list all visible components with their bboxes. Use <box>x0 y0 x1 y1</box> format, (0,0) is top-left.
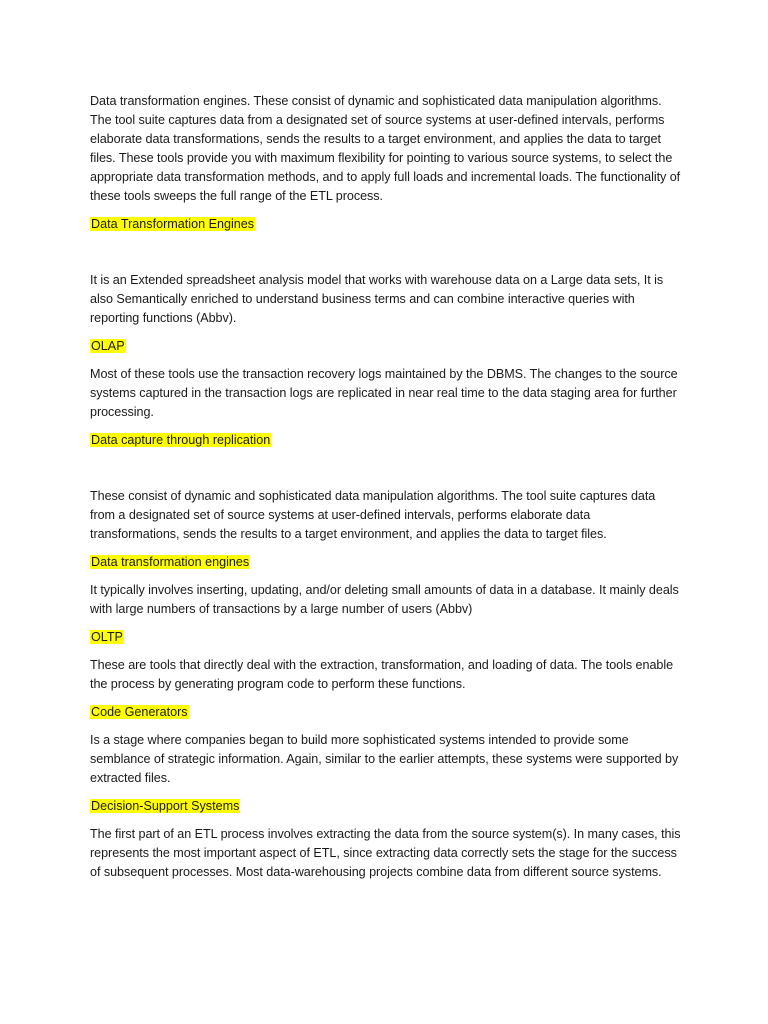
entry-text: It typically involves inserting, updating, and/or deleting small amounts of data in a database. It mainly deals with large numbers of transactions by a large number of users (Abbv) <box>90 583 679 616</box>
entry-answer <box>90 337 682 356</box>
entry-text: It is an Extended spreadsheet analysis model that works with warehouse data on a Large data sets, It is also Semantically enriched to understand business terms and can combine interactive queries with reporting functions (Abbv). <box>90 273 664 325</box>
entry-answer <box>90 215 682 234</box>
highlighted-answer: Data Transformation Engines <box>91 217 255 231</box>
entry-text: The first part of an ETL process involves extracting the data from the source system(s). In many cases, this represents the most important aspect of ETL, since extracting data correctly sets the stage for the success of subsequent processes. Most data-warehousing projects combine data from different source systems. <box>90 827 681 879</box>
highlighted-answer: OLTP <box>91 630 123 644</box>
highlighted-answer: Code Generators <box>91 705 188 719</box>
entry-answer <box>90 628 682 647</box>
entry-text: Is a stage where companies began to build more sophisticated systems intended to provide some semblance of strategic information. Again, similar to the earlier attempts, these systems were supported by extracted files. <box>90 733 679 785</box>
entry-text: These consist of dynamic and sophisticated data manipulation algorithms. The tool suite captures data from a designated set of source systems at user-defined intervals, performs elaborate data transformations, sends the results to a target environment, and applies the data to target files. <box>90 489 656 541</box>
entry-answer <box>90 703 682 722</box>
highlighted-answer: Data capture through replication <box>91 433 271 447</box>
entry-text: These are tools that directly deal with the extraction, transformation, and loading of data. The tools enable the process by generating program code to perform these functions. <box>90 658 674 691</box>
entry-answer <box>90 431 682 450</box>
spacer <box>90 459 682 487</box>
highlighted-answer: Data transformation engines <box>91 555 250 569</box>
spacer <box>90 243 682 271</box>
entry-answer <box>90 797 682 816</box>
entry-text: Most of these tools use the transaction recovery logs maintained by the DBMS. The changes to the source systems captured in the transaction logs are replicated in near real time to the data staging area for further processing. <box>90 367 678 419</box>
highlighted-answer: OLAP <box>91 339 125 353</box>
entry-text: Data transformation engines. These consist of dynamic and sophisticated data manipulation algorithms. The tool suite captures data from a designated set of source systems at user-defined intervals, performs elaborate data transformations, sends the results to a target environment, and applies the data to target files. These tools provide you with maximum flexibility for pointing to various source systems, to select the appropriate data transformation methods, and to apply full loads and incremental loads. The functionality of these tools sweeps the full range of the ETL process. <box>90 94 681 203</box>
document-body <box>90 92 682 891</box>
entry-answer <box>90 553 682 572</box>
highlighted-answer: Decision-Support Systems <box>91 799 240 813</box>
